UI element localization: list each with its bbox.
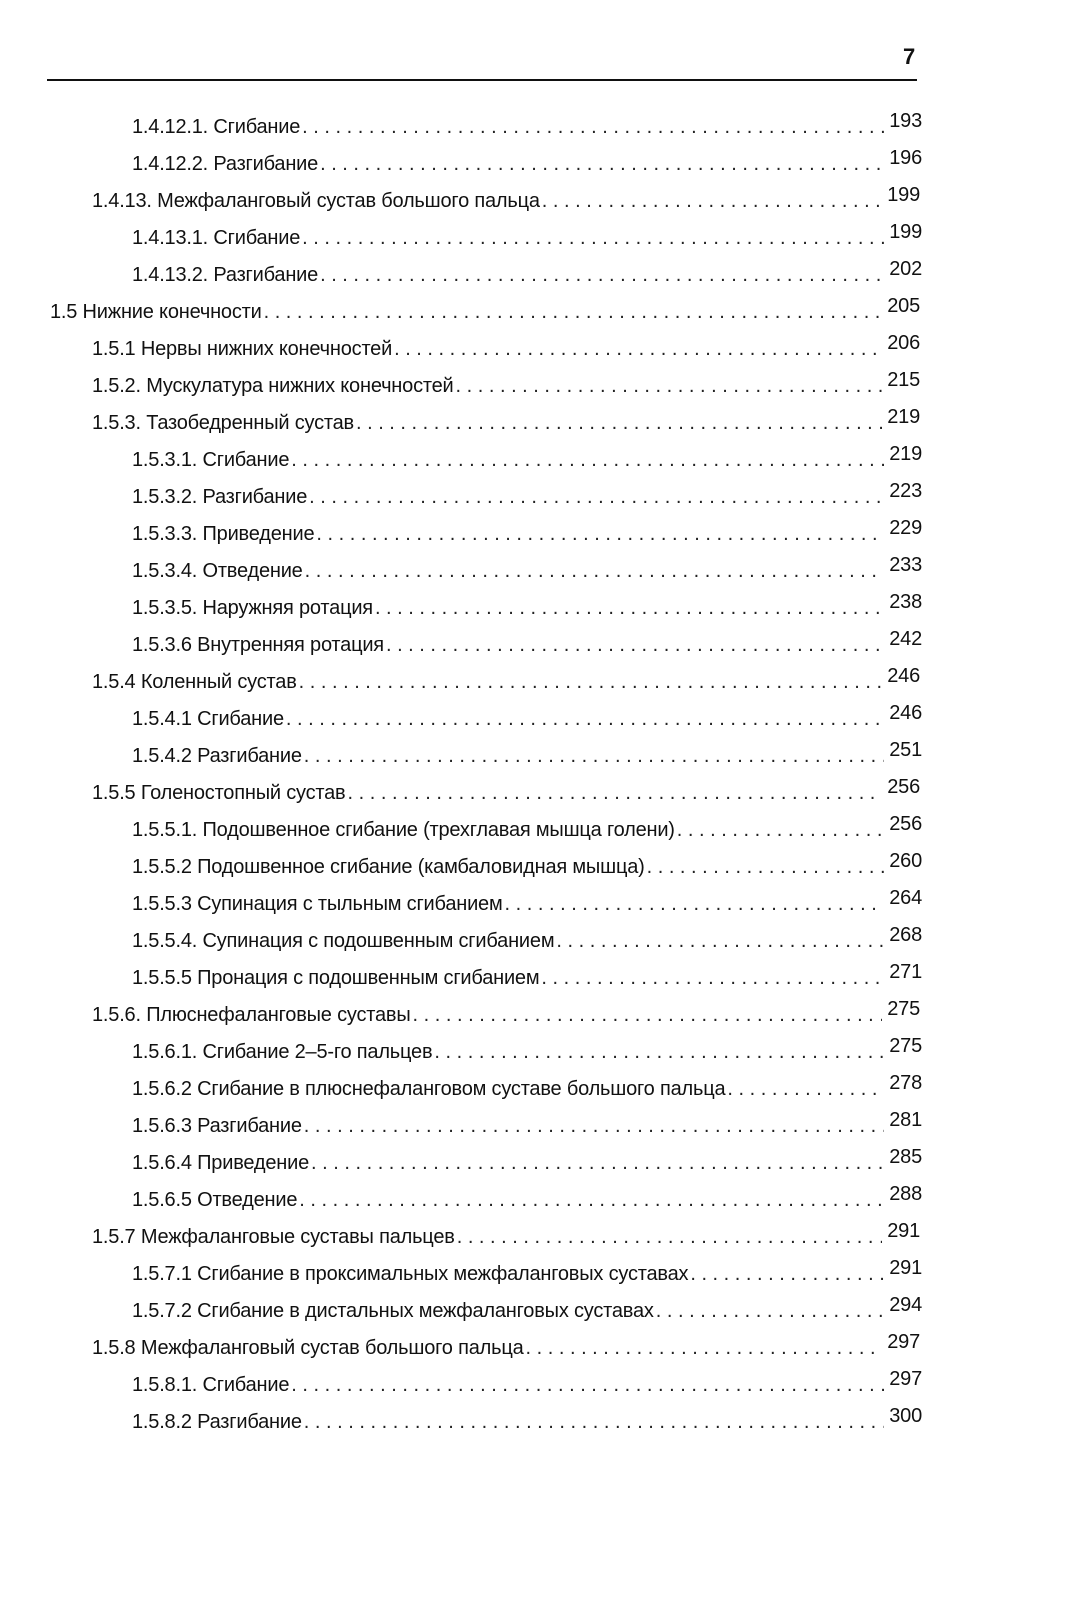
toc-entry-title: 1.5.3.1. Сгибание <box>132 449 290 471</box>
toc-entry <box>0 445 922 482</box>
toc-entry <box>0 778 920 815</box>
toc-entry-page-number: 300 <box>889 1407 922 1427</box>
toc-entry-page-number: 285 <box>889 1148 922 1168</box>
toc-entry-title: 1.5.8.1. Сгибание <box>132 1374 290 1396</box>
dot-leader <box>302 223 884 253</box>
page-number: 7 <box>903 44 916 69</box>
toc-entry-title: 1.5.6.4 Приведение <box>132 1152 310 1174</box>
toc-entry-title: 1.5.3.5. Наружняя ротация <box>132 597 373 619</box>
toc-entry-page-number: 219 <box>889 445 922 465</box>
dot-leader <box>264 297 882 327</box>
toc-entry-title: 1.5.3.4. Отведение <box>132 560 303 582</box>
dot-leader <box>309 482 884 512</box>
dot-leader <box>304 741 884 771</box>
toc-entry <box>0 186 920 223</box>
toc-entry <box>0 1296 922 1333</box>
dot-leader <box>727 1074 884 1104</box>
toc-entry-title: 1.5.3.3. Приведение <box>132 523 315 545</box>
toc-entry-title: 1.5.7.1 Сгибание в проксимальных межфаланговых суставах <box>132 1263 689 1285</box>
toc-entry <box>0 704 922 741</box>
dot-leader <box>394 334 882 364</box>
toc-entry-page-number: 229 <box>889 519 922 539</box>
toc-entry-page-number: 238 <box>889 593 922 613</box>
dot-leader <box>690 1259 884 1289</box>
toc-entry-page-number: 205 <box>887 297 920 317</box>
toc-entry-title: 1.5.3.6 Внутренняя ротация <box>132 634 384 656</box>
toc-entry-page-number: 291 <box>887 1222 920 1242</box>
toc-entry-title: 1.5.8.2 Разгибание <box>132 1411 302 1433</box>
toc-entry-page-number: 219 <box>887 408 920 428</box>
dot-leader <box>304 1111 884 1141</box>
header-rule <box>47 79 917 81</box>
toc-entry <box>0 1222 920 1259</box>
dot-leader <box>291 1370 884 1400</box>
toc-entry-title: 1.4.13.2. Разгибание <box>132 264 319 286</box>
toc-entry-title: 1.5.6. Плюснефаланговые суставы <box>92 1004 411 1026</box>
toc-entry <box>0 1333 920 1370</box>
toc-entry <box>0 1185 922 1222</box>
dot-leader <box>316 519 884 549</box>
toc-entry-title: 1.5.4.2 Разгибание <box>132 745 302 767</box>
toc-entry <box>0 889 922 926</box>
toc-entry <box>0 149 922 186</box>
toc-entry-title: 1.5.8 Межфаланговый сустав большого пальца <box>92 1337 524 1359</box>
toc-entry-page-number: 202 <box>889 260 922 280</box>
dot-leader <box>375 593 884 623</box>
toc-entry-title: 1.5.6.1. Сгибание 2–5-го пальцев <box>132 1041 433 1063</box>
toc-entry-title: 1.5.3. Тазобедренный сустав <box>92 412 354 434</box>
dot-leader <box>302 112 884 142</box>
dot-leader <box>286 704 884 734</box>
toc-entry <box>0 1037 922 1074</box>
dot-leader <box>305 556 884 586</box>
dot-leader <box>291 445 884 475</box>
toc-entry-page-number: 275 <box>889 1037 922 1057</box>
toc-entry-title: 1.5.5.4. Супинация с подошвенным сгибанием <box>132 930 555 952</box>
toc-entry-page-number: 246 <box>889 704 922 724</box>
dot-leader <box>541 963 884 993</box>
toc-entry <box>0 852 922 889</box>
toc-entry-page-number: 256 <box>887 778 920 798</box>
toc-entry-page-number: 278 <box>889 1074 922 1094</box>
toc-entry <box>0 371 920 408</box>
dot-leader <box>304 1407 884 1437</box>
toc-entry-page-number: 256 <box>889 815 922 835</box>
dot-leader <box>386 630 884 660</box>
toc-entry-title: 1.5.5.3 Супинация с тыльным сгибанием <box>132 893 503 915</box>
dot-leader <box>505 889 884 919</box>
toc-entry <box>0 334 920 371</box>
dot-leader <box>542 186 882 216</box>
toc-entry-page-number: 281 <box>889 1111 922 1131</box>
toc-entry-page-number: 199 <box>889 223 922 243</box>
toc-entry <box>0 408 920 445</box>
toc-entry-page-number: 233 <box>889 556 922 576</box>
toc-entry-title: 1.5.6.2 Сгибание в плюснефаланговом суставе большого пальца <box>132 1078 726 1100</box>
toc-entry-title: 1.5.5.2 Подошвенное сгибание (камбаловидная мышца) <box>132 856 645 878</box>
toc-entry-title: 1.4.13. Межфаланговый сустав большого пальца <box>92 190 540 212</box>
dot-leader <box>656 1296 884 1326</box>
toc-entry-page-number: 288 <box>889 1185 922 1205</box>
toc-entry <box>0 297 920 334</box>
toc-entry-title: 1.5.1 Нервы нижних конечностей <box>92 338 393 360</box>
toc-entry <box>0 1148 922 1185</box>
toc-entry-page-number: 223 <box>889 482 922 502</box>
dot-leader <box>356 408 882 438</box>
toc-entry <box>0 1074 922 1111</box>
dot-leader <box>320 149 884 179</box>
toc-entry-title: 1.5.5.1. Подошвенное сгибание (трехглавая мышца голени) <box>132 819 675 841</box>
toc-entry-page-number: 206 <box>887 334 920 354</box>
table-of-contents <box>0 112 1065 1444</box>
dot-leader <box>677 815 884 845</box>
dot-leader <box>456 371 883 401</box>
toc-entry <box>0 741 922 778</box>
toc-entry-title: 1.5 Нижние конечности <box>50 301 262 323</box>
dot-leader <box>434 1037 884 1067</box>
toc-entry <box>0 1259 922 1296</box>
dot-leader <box>556 926 884 956</box>
dot-leader <box>299 667 882 697</box>
toc-entry-title: 1.5.7.2 Сгибание в дистальных межфаланговых суставах <box>132 1300 654 1322</box>
toc-entry <box>0 1407 922 1444</box>
toc-entry-page-number: 199 <box>887 186 920 206</box>
dot-leader <box>311 1148 884 1178</box>
toc-entry-page-number: 271 <box>889 963 922 983</box>
toc-entry-page-number: 297 <box>887 1333 920 1353</box>
toc-entry <box>0 630 922 667</box>
toc-entry-title: 1.4.12.2. Разгибание <box>132 153 319 175</box>
dot-leader <box>347 778 882 808</box>
toc-entry <box>0 556 922 593</box>
toc-entry-title: 1.5.6.5 Отведение <box>132 1189 298 1211</box>
toc-entry <box>0 482 922 519</box>
toc-entry-page-number: 242 <box>889 630 922 650</box>
toc-entry <box>0 926 922 963</box>
toc-entry-page-number: 294 <box>889 1296 922 1316</box>
toc-entry-page-number: 193 <box>889 112 922 132</box>
dot-leader <box>526 1333 883 1363</box>
toc-entry <box>0 1000 920 1037</box>
dot-leader <box>299 1185 884 1215</box>
toc-entry-title: 1.5.6.3 Разгибание <box>132 1115 302 1137</box>
toc-entry-page-number: 251 <box>889 741 922 761</box>
toc-entry <box>0 112 922 149</box>
toc-entry <box>0 815 922 852</box>
toc-entry-title: 1.5.2. Мускулатура нижних конечностей <box>92 375 454 397</box>
toc-entry <box>0 1370 922 1407</box>
toc-entry-title: 1.5.5.5 Пронация с подошвенным сгибанием <box>132 967 540 989</box>
toc-entry-title: 1.4.13.1. Сгибание <box>132 227 301 249</box>
dot-leader <box>457 1222 882 1252</box>
toc-entry <box>0 260 922 297</box>
toc-entry-title: 1.5.5 Голеностопный сустав <box>92 782 346 804</box>
toc-entry-page-number: 297 <box>889 1370 922 1390</box>
toc-entry-title: 1.5.3.2. Разгибание <box>132 486 308 508</box>
toc-entry <box>0 519 922 556</box>
toc-entry-page-number: 215 <box>887 371 920 391</box>
toc-entry-page-number: 268 <box>889 926 922 946</box>
toc-entry <box>0 1111 922 1148</box>
toc-entry <box>0 667 920 704</box>
toc-entry-page-number: 264 <box>889 889 922 909</box>
dot-leader <box>647 852 884 882</box>
toc-entry-title: 1.5.4 Коленный сустав <box>92 671 297 693</box>
dot-leader <box>320 260 884 290</box>
toc-entry-page-number: 275 <box>887 1000 920 1020</box>
toc-entry <box>0 963 922 1000</box>
toc-entry-page-number: 196 <box>889 149 922 169</box>
toc-entry-page-number: 246 <box>887 667 920 687</box>
toc-entry-title: 1.4.12.1. Сгибание <box>132 116 301 138</box>
toc-entry <box>0 593 922 630</box>
toc-entry-title: 1.5.7 Межфаланговые суставы пальцев <box>92 1226 455 1248</box>
toc-entry <box>0 223 922 260</box>
toc-entry-title: 1.5.4.1 Сгибание <box>132 708 284 730</box>
toc-entry-page-number: 260 <box>889 852 922 872</box>
dot-leader <box>413 1000 882 1030</box>
toc-entry-page-number: 291 <box>889 1259 922 1279</box>
